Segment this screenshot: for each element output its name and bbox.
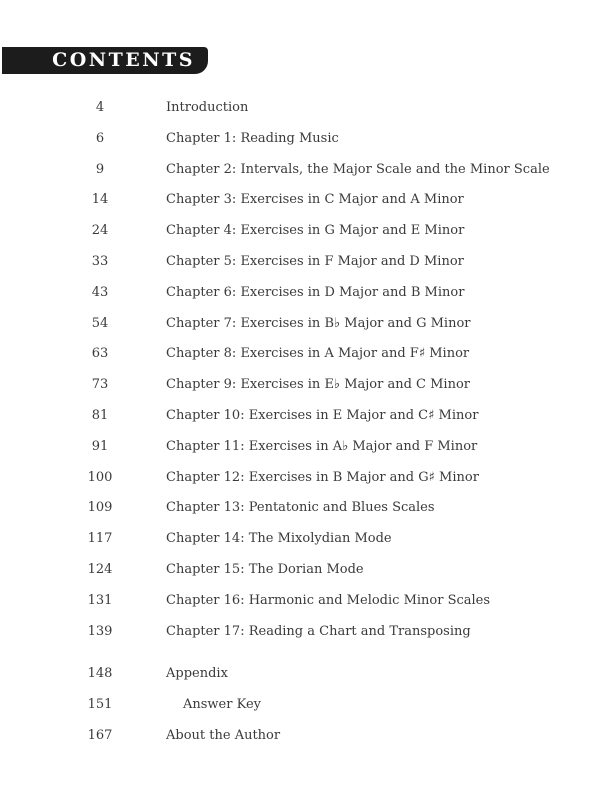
toc-page-number: 54 [91, 315, 109, 331]
toc-entry-title: Chapter 7: Exercises in B♭ Major and G Minor [166, 315, 471, 331]
toc-entry-title: Chapter 13: Pentatonic and Blues Scales [166, 500, 435, 516]
toc-entry-title: Chapter 9: Exercises in E♭ Major and C Minor [166, 377, 470, 393]
toc-row [76, 470, 576, 501]
toc-row [76, 192, 576, 223]
toc-page-number: 100 [87, 469, 113, 485]
toc-page-number: 124 [87, 561, 113, 577]
toc-entry-title: Chapter 6: Exercises in D Major and B Minor [166, 284, 465, 300]
toc-entry-title: Appendix [166, 666, 228, 682]
toc-page-number: 167 [87, 727, 113, 743]
toc-page-number: 73 [91, 377, 109, 393]
toc-row [76, 562, 576, 593]
toc-entry-title: Chapter 4: Exercises in G Major and E Minor [166, 223, 465, 239]
toc-page-number: 4 [95, 100, 105, 115]
toc-row [76, 666, 576, 697]
toc-row [76, 377, 576, 408]
toc-row [76, 593, 576, 624]
toc-entry-title: Chapter 2: Intervals, the Major Scale and the Minor Scale [166, 161, 550, 177]
toc-page-number: 14 [91, 192, 109, 208]
toc-entry-title: Chapter 1: Reading Music [166, 130, 339, 146]
toc-entry-title: Introduction [166, 100, 249, 115]
toc-page-number: 139 [87, 623, 113, 639]
toc-row [76, 439, 576, 470]
toc-page-number: 81 [91, 407, 109, 423]
toc-page-number: 131 [87, 592, 113, 608]
toc-entry-title: Chapter 14: The Mixolydian Mode [166, 531, 392, 547]
toc-row [76, 131, 576, 162]
toc-page-number: 91 [91, 438, 109, 454]
toc-page-number: 24 [91, 223, 109, 239]
contents-header-banner [2, 47, 208, 74]
toc-page-number: 43 [91, 284, 109, 300]
toc-entry-title: About the Author [166, 727, 281, 743]
toc-row [76, 100, 576, 131]
toc-row [76, 728, 576, 759]
toc-page-number: 109 [87, 500, 113, 516]
toc-row [76, 346, 576, 377]
toc-page-number: 148 [87, 666, 113, 682]
toc-row [76, 408, 576, 439]
toc-row [76, 162, 576, 193]
toc-row [76, 531, 576, 562]
toc-row [76, 223, 576, 254]
toc-entry-title: Chapter 3: Exercises in C Major and A Minor [166, 192, 464, 208]
toc-row [76, 254, 576, 285]
toc-entry-title: Chapter 16: Harmonic and Melodic Minor Scales [166, 592, 491, 608]
toc-page-number: 9 [95, 161, 105, 177]
toc-row [76, 697, 576, 728]
toc-row [76, 500, 576, 531]
toc-entry-title: Chapter 8: Exercises in A Major and F♯ Minor [166, 346, 470, 362]
toc-entry-title: Chapter 15: The Dorian Mode [166, 561, 364, 577]
toc-row [76, 624, 576, 655]
toc-entry-title: Chapter 12: Exercises in B Major and G♯ Minor [166, 469, 479, 485]
toc-row [76, 285, 576, 316]
toc-page-number: 117 [87, 531, 113, 547]
page-title: CONTENTS [52, 49, 195, 71]
toc-entry-title: Chapter 17: Reading a Chart and Transposing [166, 623, 471, 639]
toc-entry-title: Answer Key [183, 697, 261, 713]
table-of-contents [76, 100, 576, 759]
toc-page-number: 151 [87, 697, 113, 713]
toc-page-number: 33 [91, 253, 109, 269]
toc-entry-title: Chapter 11: Exercises in A♭ Major and F Minor [166, 438, 478, 454]
toc-page-number: 63 [91, 346, 109, 362]
toc-row [76, 316, 576, 347]
toc-entry-title: Chapter 5: Exercises in F Major and D Minor [166, 253, 464, 269]
toc-page-number: 6 [95, 130, 105, 146]
toc-entry-title: Chapter 10: Exercises in E Major and C♯ Minor [166, 407, 479, 423]
